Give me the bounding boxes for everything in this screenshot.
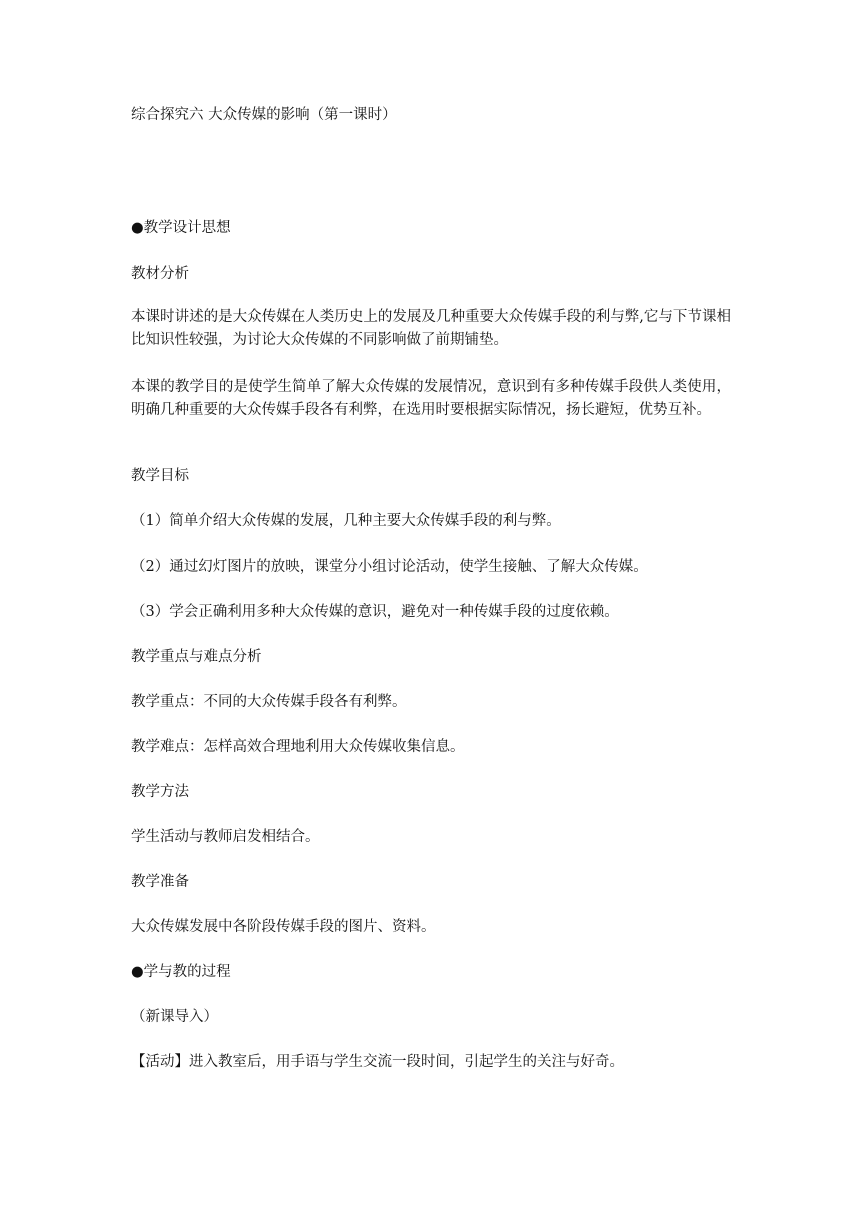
keypoint-text: 教学重点：不同的大众传媒手段各有利弊。 <box>131 694 407 710</box>
material-heading: 教材分析 <box>131 266 189 282</box>
difficulty-text: 教学难点：怎样高效合理地利用大众传媒收集信息。 <box>131 739 465 755</box>
document-title: 综合探究六 大众传媒的影响（第一课时） <box>131 107 397 123</box>
goal-item-3: （3）学会正确利用多种大众传媒的意识，避免对一种传媒手段的过度依赖。 <box>131 604 619 620</box>
prep-text: 大众传媒发展中各阶段传媒手段的图片、资料。 <box>131 919 436 935</box>
goals-heading: 教学目标 <box>131 468 189 484</box>
method-text: 学生活动与教师启发相结合。 <box>131 829 320 845</box>
intro-heading: （新课导入） <box>131 1009 218 1025</box>
goal-item-1: （1）简单介绍大众传媒的发展，几种主要大众传媒手段的利与弊。 <box>131 513 561 529</box>
keypoints-heading: 教学重点与难点分析 <box>131 649 262 665</box>
material-paragraph-2: 本课的教学目的是使学生简单了解大众传媒的发展情况，意识到有多种传媒手段供人类使用，明确几种重要的大众传媒手段各有利弊，在选用时要根据实际情况，扬长避短，优势互补。 <box>131 379 731 418</box>
material-paragraph-1: 本课时讲述的是大众传媒在人类历史上的发展及几种重要大众传媒手段的利与弊,它与下节课相比知识性较强，为讨论大众传媒的不同影响做了前期铺垫。 <box>131 309 731 348</box>
method-heading: 教学方法 <box>131 784 189 800</box>
process-heading: ●学与教的过程 <box>131 964 231 980</box>
prep-heading: 教学准备 <box>131 874 189 890</box>
activity-text: 【活动】进入教室后，用手语与学生交流一段时间，引起学生的关注与好奇。 <box>131 1054 624 1070</box>
design-heading: ●教学设计思想 <box>131 220 231 236</box>
goal-item-2: （2）通过幻灯图片的放映，课堂分小组讨论活动，使学生接触、了解大众传媒。 <box>131 559 648 575</box>
